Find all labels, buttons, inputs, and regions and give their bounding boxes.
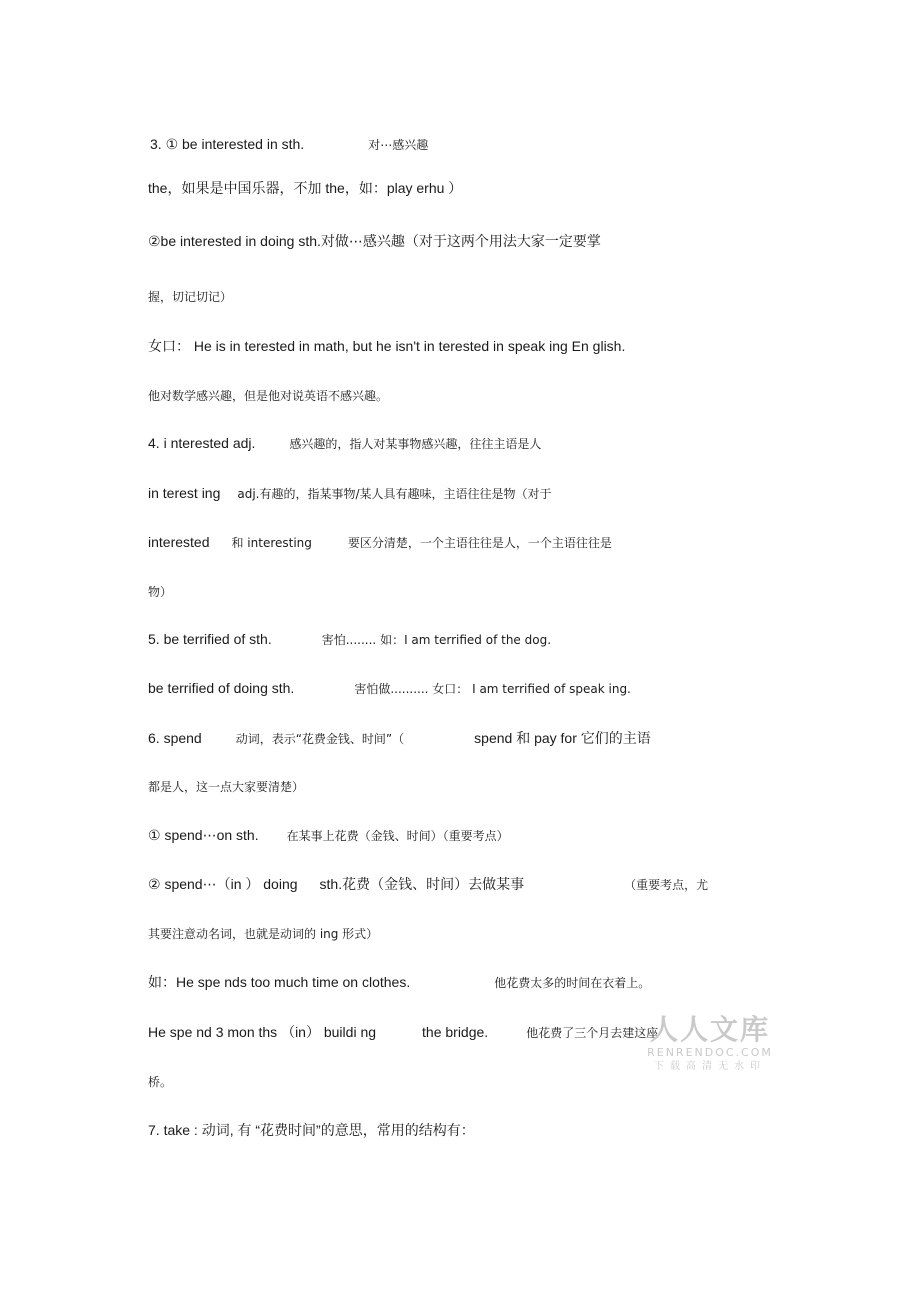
text-line-16: ② spend⋯（in ） doing sth.花费（金钱、时间）去做某事 （重要考点，尤 bbox=[148, 876, 709, 892]
watermark-subtitle: 下载高清无水印 bbox=[654, 1061, 766, 1072]
text-line-15: ① spend⋯on sth. 在某事上花费（金钱、时间）（重要考点） bbox=[148, 827, 509, 843]
text-line-19: He spe nd 3 mon ths （in） buildi ng the bridge. 他花费了三个月去建这座 bbox=[148, 1024, 659, 1040]
text-line-4: 握，切记切记） bbox=[148, 290, 233, 304]
watermark-logo-text: 人人文库 bbox=[649, 1013, 770, 1046]
text-line-12: be terrified of doing sth. 害怕做.......... 女口： I am terrified of speak ing. bbox=[148, 680, 631, 696]
text-line-1: 3. ① be interested in sth. 对⋯感兴趣 bbox=[150, 136, 429, 152]
text-line-11: 5. be terrified of sth. 害怕........ 如：I am terrified of the dog. bbox=[148, 631, 552, 647]
renrendoc-watermark bbox=[640, 1014, 780, 1074]
text-line-5: 女口： He is in terested in math, but he isn't in terested in speak ing En glish. bbox=[148, 338, 626, 354]
text-line-10: 物） bbox=[148, 585, 173, 599]
text-line-18: 如：He spe nds too much time on clothes. 他花费太多的时间在衣着上。 bbox=[148, 974, 651, 990]
text-line-3: ②be interested in doing sth.对做⋯感兴趣（对于这两个用法大家一定要掌 bbox=[148, 233, 601, 249]
text-line-20: 桥。 bbox=[148, 1075, 173, 1089]
text-line-8: in terest ing adj.有趣的，指某事物/某人具有趣味，主语往往是物（对于 bbox=[148, 485, 552, 501]
text-line-21: 7. take : 动词, 有 “花费时间”的意思，常用的结构有： bbox=[148, 1122, 475, 1138]
text-line-6: 他对数学感兴趣，但是他对说英语不感兴趣。 bbox=[148, 389, 389, 403]
text-line-7: 4. i nterested adj. 感兴趣的，指人对某事物感兴趣，往往主语是人 bbox=[148, 435, 542, 451]
text-line-17: 其要注意动名词，也就是动词的 ing 形式） bbox=[148, 927, 379, 941]
text-line-9: interested 和 interesting 要区分清楚，一个主语往往是人，一个主语往往是 bbox=[148, 534, 612, 550]
text-line-14: 都是人，这一点大家要清楚） bbox=[148, 780, 305, 794]
text-line-13: 6. spend 动词，表示“花费金钱、时间”（ spend 和 pay for 它们的主语 bbox=[148, 730, 651, 746]
text-line-2: the，如果是中国乐器，不加 the，如：play erhu ） bbox=[148, 180, 463, 196]
watermark-domain: RENRENDOC.COM bbox=[647, 1046, 773, 1059]
